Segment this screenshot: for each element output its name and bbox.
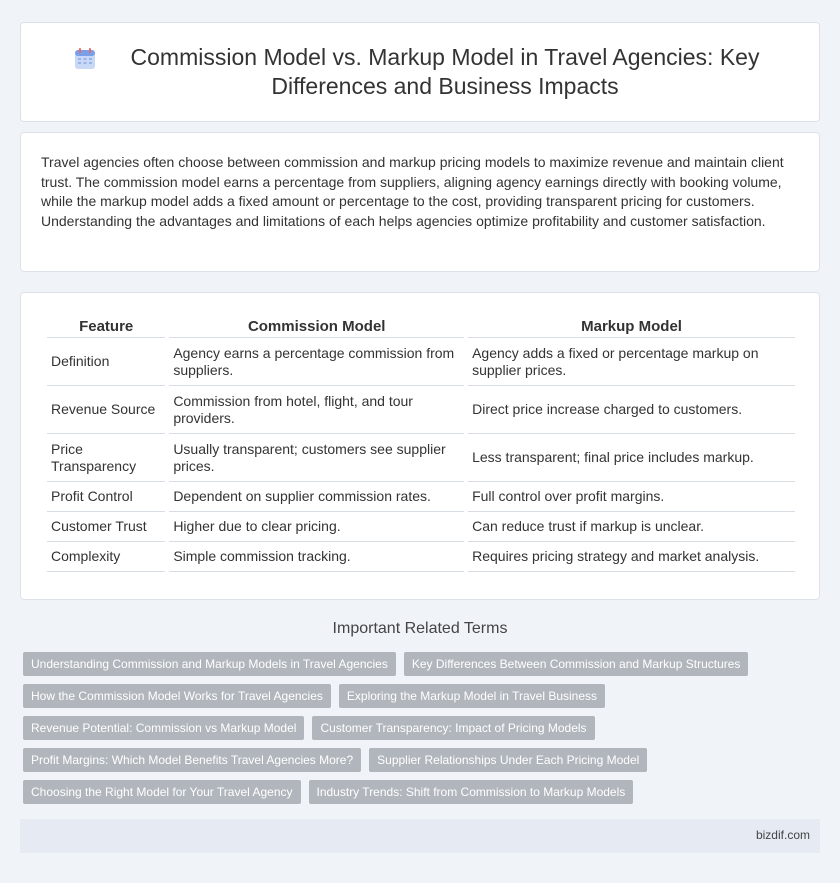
table-row xyxy=(47,434,795,482)
comparison-card xyxy=(20,292,820,600)
related-term-link[interactable]: Choosing the Right Model for Your Travel Agency xyxy=(23,780,301,804)
table-cell: Full control over profit margins. xyxy=(468,482,795,512)
header-card xyxy=(20,22,820,122)
related-term-link[interactable]: Customer Transparency: Impact of Pricing Models xyxy=(312,716,594,740)
table-row xyxy=(47,482,795,512)
related-term-link[interactable]: Exploring the Markup Model in Travel Business xyxy=(339,684,605,708)
table-row xyxy=(47,338,795,386)
table-row xyxy=(47,512,795,542)
table-cell: Profit Control xyxy=(47,482,165,512)
table-cell: Usually transparent; customers see supplier prices. xyxy=(169,434,464,482)
table-cell: Customer Trust xyxy=(47,512,165,542)
related-terms-list xyxy=(23,652,783,812)
related-term-link[interactable]: Key Differences Between Commission and Markup Structures xyxy=(404,652,749,676)
table-cell: Simple commission tracking. xyxy=(169,542,464,572)
related-term-link[interactable]: How the Commission Model Works for Travel Agencies xyxy=(23,684,331,708)
table-row xyxy=(47,542,795,572)
footer-site-link[interactable]: bizdif.com xyxy=(755,828,810,842)
column-header: Commission Model xyxy=(169,315,464,338)
table-cell: Direct price increase charged to customers. xyxy=(468,386,795,434)
table-cell: Agency earns a percentage commission from suppliers. xyxy=(169,338,464,386)
column-header: Feature xyxy=(47,315,165,338)
table-header-row xyxy=(47,315,795,338)
related-term-link[interactable]: Industry Trends: Shift from Commission to Markup Models xyxy=(309,780,634,804)
related-term-link[interactable]: Supplier Relationships Under Each Pricing Model xyxy=(369,748,647,772)
table-cell: Agency adds a fixed or percentage markup on supplier prices. xyxy=(468,338,795,386)
footer xyxy=(20,819,820,853)
related-term-link[interactable]: Revenue Potential: Commission vs Markup Model xyxy=(23,716,304,740)
page-title: Commission Model vs. Markup Model in Travel Agencies: Key Differences and Business Impacts xyxy=(130,44,760,99)
related-terms-title: Important Related Terms xyxy=(332,620,508,637)
table-cell: Higher due to clear pricing. xyxy=(169,512,464,542)
table-cell: Revenue Source xyxy=(47,386,165,434)
related-term-link[interactable]: Understanding Commission and Markup Models in Travel Agencies xyxy=(23,652,396,676)
intro-card xyxy=(20,132,820,272)
table-row xyxy=(47,386,795,434)
column-header: Markup Model xyxy=(468,315,795,338)
table-cell: Commission from hotel, flight, and tour providers. xyxy=(169,386,464,434)
table-cell: Definition xyxy=(47,338,165,386)
table-cell: Can reduce trust if markup is unclear. xyxy=(468,512,795,542)
table-cell: Dependent on supplier commission rates. xyxy=(169,482,464,512)
table-cell: Less transparent; final price includes markup. xyxy=(468,434,795,482)
table-cell: Price Transparency xyxy=(47,434,165,482)
intro-text: Travel agencies often choose between commission and markup pricing models to maximize revenue and maintain client trust. The commission model earns a percentage from suppliers, aligning agency earnings directly with booking volume, while the markup model adds a fixed amount or percentage to the cost, providing transparent pricing for customers. Understanding the advantages and limitations of each helps agencies optimize profitability and customer satisfaction. xyxy=(41,154,784,229)
related-term-link[interactable]: Profit Margins: Which Model Benefits Travel Agencies More? xyxy=(23,748,361,772)
table-cell: Complexity xyxy=(47,542,165,572)
comparison-table xyxy=(43,315,799,572)
table-cell: Requires pricing strategy and market analysis. xyxy=(468,542,795,572)
